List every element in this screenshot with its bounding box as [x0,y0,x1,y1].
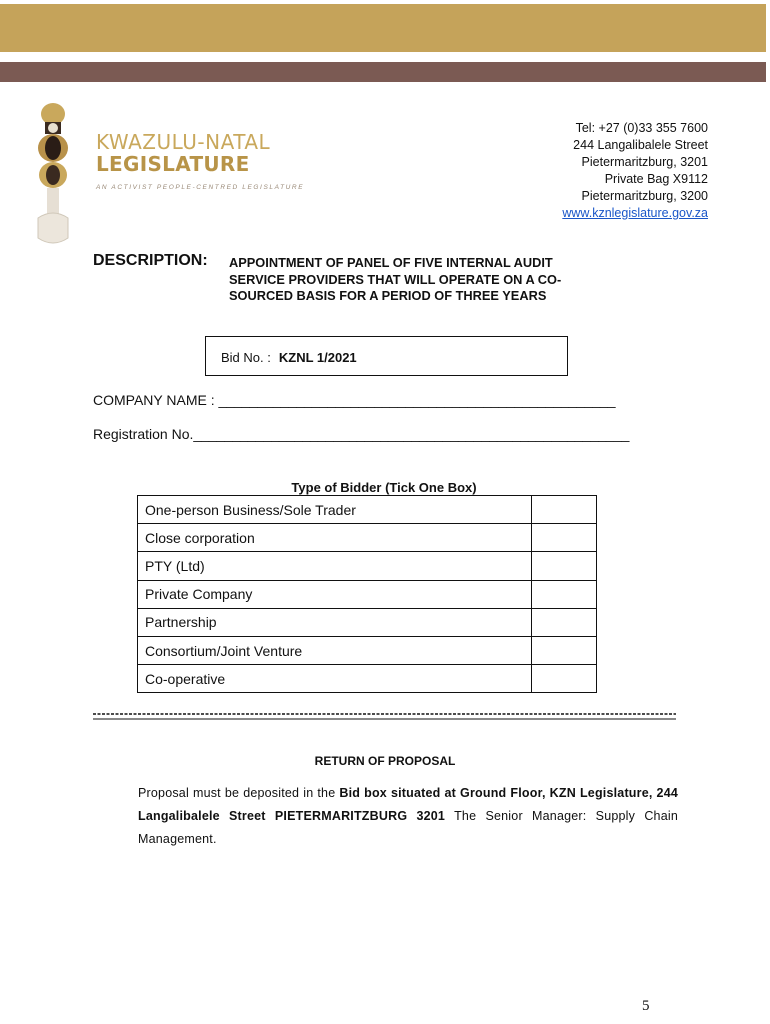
address-city: Pietermaritzburg, 3201 [581,155,708,169]
registration-number-field[interactable]: Registration No.________________________________________________________ [93,426,630,442]
description-line: SOURCED BASIS FOR A PERIOD OF THREE YEARS [229,288,547,303]
tick-box[interactable] [532,636,597,664]
return-text-part: The Senior Manager: Supply Chain Management. [138,809,678,846]
bidder-option: Partnership [138,608,532,636]
bidder-option: PTY (Ltd) [138,552,532,580]
return-of-proposal-title: RETURN OF PROPOSAL [314,754,456,768]
bidder-type-title: Type of Bidder (Tick One Box) [291,480,477,495]
return-text-location: Bid box situated at Ground Floor, KZN Legislature, 244 Langalibalele Street PIETERMARITZBURG 3201 [138,786,679,823]
bidder-option: Close corporation [138,524,532,552]
logo-name-line1: KWAZULU-NATAL [96,130,271,154]
tick-box[interactable] [532,608,597,636]
bidder-type-table [137,495,597,693]
tick-box[interactable] [532,580,597,608]
table-row [138,496,597,524]
address-private-bag: Private Bag X9112 [604,172,708,186]
dashed-divider [93,711,676,721]
table-row [138,552,597,580]
bidder-option: Consortium/Joint Venture [138,636,532,664]
tick-box[interactable] [532,524,597,552]
table-row [138,524,597,552]
bid-number-value: KZNL 1/2021 [278,350,357,365]
page-number: 5 [642,998,650,1014]
website-link[interactable]: www.kznlegislature.gov.za [562,206,708,220]
address-tel: Tel: +27 (0)33 355 7600 [575,121,708,135]
table-row [138,636,597,664]
bidder-option: One-person Business/Sole Trader [138,496,532,524]
tick-box[interactable] [532,552,597,580]
bidder-option: Private Company [138,580,532,608]
table-row [138,580,597,608]
header-gold-band [0,4,766,52]
company-name-field[interactable]: COMPANY NAME : ___________________________________________________ [93,392,616,408]
address-postal-city: Pietermaritzburg, 3200 [581,189,708,203]
table-row [138,608,597,636]
logo-name-line2: LEGISLATURE [96,152,250,176]
description-text [229,255,669,305]
description-label: DESCRIPTION: [93,252,208,269]
return-of-proposal-text [138,782,678,851]
address-street: 244 Langalibalele Street [573,138,708,152]
legislature-mace-icon [28,100,78,248]
legislature-logo [96,131,270,175]
description-line: SERVICE PROVIDERS THAT WILL OPERATE ON A CO- [229,271,562,287]
tick-box[interactable] [532,665,597,693]
description-line: APPOINTMENT OF PANEL OF FIVE INTERNAL AUDIT [229,255,553,270]
bidder-option: Co-operative [138,665,532,693]
bid-number-box [205,336,568,376]
tick-box[interactable] [532,496,597,524]
return-text-part: Proposal must be deposited in the [138,786,340,800]
table-row [138,665,597,693]
header-brown-band [0,62,766,82]
contact-address [562,120,708,222]
bid-number-label: Bid No. : [221,350,271,365]
logo-tagline: AN ACTIVIST PEOPLE-CENTRED LEGISLATURE [96,184,305,191]
